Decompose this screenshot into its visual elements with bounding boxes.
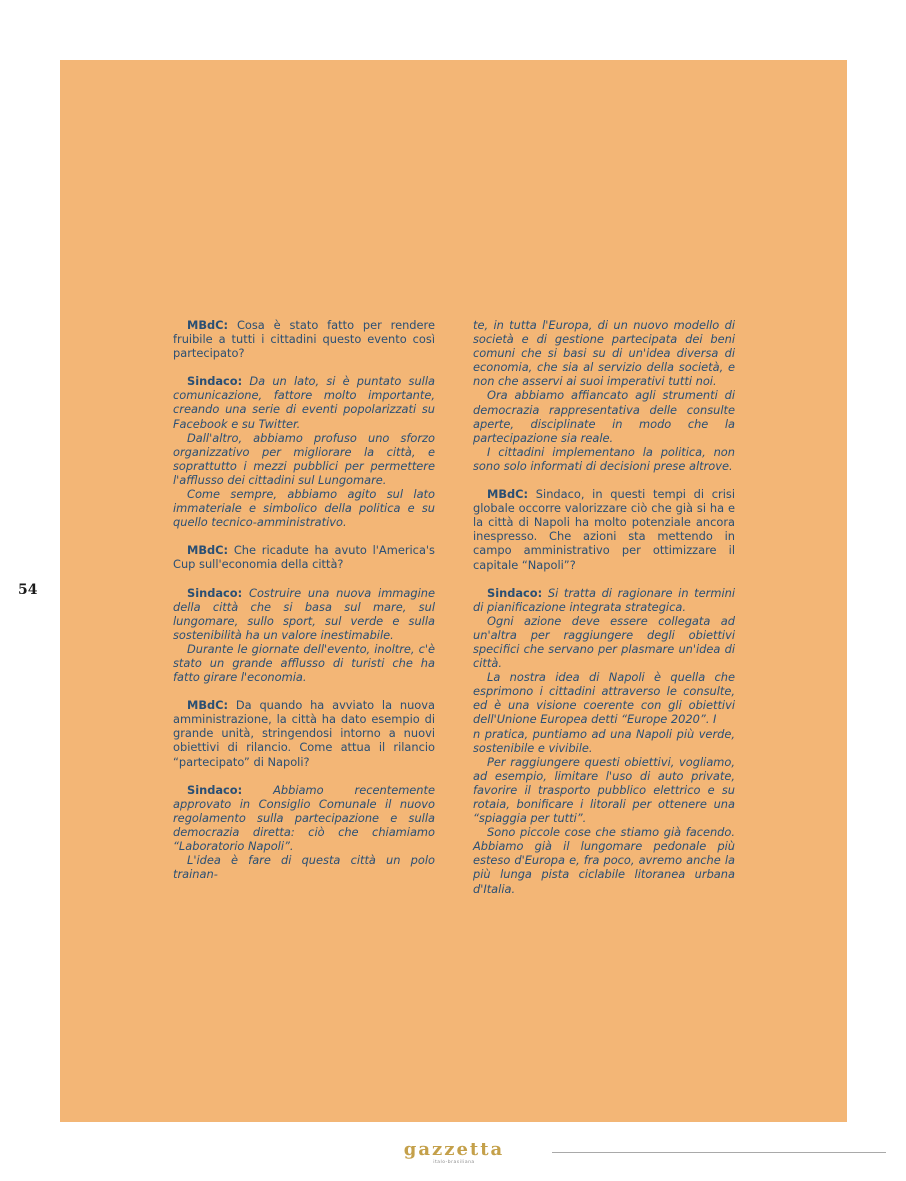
- paragraph-text: Sono piccole cose che stiamo già facendo. Abbiamo già il lungomare pedonale più esteso d'Europa e, fra poco, avremo anche la più lunga pista ciclabile litoranea urbana d'Italia.: [473, 825, 735, 896]
- paragraph-gap: [173, 360, 435, 374]
- interview-question: [473, 487, 735, 572]
- answer-paragraph: [473, 825, 735, 895]
- paragraph-text: Cosa è stato fatto per rendere fruibile a tutti i cittadini questo evento così partecipato?: [173, 318, 435, 361]
- interview-question: [173, 318, 435, 360]
- paragraph-text: Dall'altro, abbiamo profuso uno sforzo organizzativo per migliorare la città, e soprattutto i mezzi pubblici per permettere l'afflusso dei cittadini sul Lungomare.: [173, 430, 435, 487]
- paragraph-text: Che ricadute ha avuto l'America's Cup sull'economia della città?: [173, 543, 435, 572]
- page-number: 54: [18, 582, 38, 598]
- paragraph-gap: [473, 473, 735, 487]
- paragraph-text: Per raggiungere questi obiettivi, vogliamo, ad esempio, limitare l'uso di auto private, favorire il trasporto pubblico elettrico e su rotaia, bonificare i litorali per ottenere una “spiaggia per tutti”.: [473, 754, 735, 826]
- answer-paragraph: [473, 755, 735, 825]
- paragraph-text: I cittadini implementano la politica, non sono solo informati di decisioni prese altrove.: [473, 444, 735, 473]
- answer-paragraph: [473, 318, 735, 388]
- paragraph-gap: [173, 572, 435, 586]
- paragraph-text: Abbiamo recentemente approvato in Consiglio Comunale il nuovo regolamento sulla partecipazione e sulla democrazia diretta: ciò che chiamiamo “Laboratorio Napoli”.: [173, 782, 435, 853]
- answer-paragraph: [173, 431, 435, 487]
- paragraph-text: Come sempre, abbiamo agito sul lato immateriale e simbolico della politica e su quello tecnico-amministrativo.: [173, 487, 435, 530]
- left-text-column: [173, 318, 435, 881]
- speaker-label: Sindaco:: [187, 782, 243, 797]
- logo-wordmark: gazzetta: [403, 1139, 505, 1160]
- gazzetta-logo: [398, 1140, 510, 1170]
- answer-paragraph: [173, 642, 435, 684]
- answer-paragraph: [473, 727, 735, 755]
- speaker-label: Sindaco:: [487, 585, 543, 600]
- paragraph-text: L'idea è fare di questa città un polo trainan-: [173, 853, 435, 882]
- speaker-label: MBdC:: [487, 487, 529, 502]
- footer-rule: [552, 1152, 886, 1153]
- logo-subtitle: italo-brasiliana: [433, 1160, 475, 1165]
- speaker-label: Sindaco:: [187, 585, 243, 600]
- paragraph-gap: [173, 684, 435, 698]
- answer-paragraph: [473, 614, 735, 670]
- answer-paragraph: [473, 388, 735, 444]
- paragraph-gap: [473, 572, 735, 586]
- speaker-label: Sindaco:: [187, 374, 243, 389]
- paragraph-text: La nostra idea di Napoli è quella che esprimono i cittadini attraverso le consulte, ed è una visione coerente con gli obiettivi dell'Unione Europea detti “Europe 2020”. I: [473, 670, 735, 727]
- interview-answer: [173, 783, 435, 853]
- paragraph-text: n pratica, puntiamo ad una Napoli più verde, sostenibile e vivibile.: [473, 726, 735, 755]
- speaker-label: MBdC:: [187, 698, 229, 713]
- paragraph-text: Sindaco, in questi tempi di crisi globale occorre valorizzare ciò che già si ha e la città di Napoli ha molto potenziale ancora inespresso. Che azioni sta mettendo in campo amministrativo per ottimizzare il capitale “Napoli”?: [473, 487, 735, 572]
- interview-question: [173, 698, 435, 768]
- interview-answer: [173, 586, 435, 642]
- paragraph-text: te, in tutta l'Europa, di un nuovo modello di società e di gestione partecipata dei beni comuni che si basi su di un'idea diversa di economia, che sia al servizio della società, e non che asservi ai suoi imperativi tutti noi.: [473, 318, 735, 389]
- speaker-label: MBdC:: [187, 543, 229, 558]
- answer-paragraph: [473, 670, 735, 726]
- paragraph-text: Costruire una nuova immagine della città che si basa sul mare, sul lungomare, sullo sport, sul verde e sulla sostenibilità ha un valore inestimabile.: [173, 585, 435, 642]
- answer-paragraph: [473, 445, 735, 473]
- paragraph-gap: [173, 529, 435, 543]
- paragraph-text: Si tratta di ragionare in termini di pianificazione integrata strategica.: [473, 585, 735, 614]
- right-text-column: [473, 318, 735, 896]
- speaker-label: MBdC:: [187, 318, 229, 332]
- paragraph-text: Da quando ha avviato la nuova amministrazione, la città ha dato esempio di grande unità, stringendosi intorno a nuovi obiettivi di rilancio. Come attua il rilancio “partecipato” di Napoli?: [173, 698, 435, 769]
- answer-paragraph: [173, 487, 435, 529]
- answer-paragraph: [173, 853, 435, 881]
- interview-answer: [173, 374, 435, 430]
- interview-answer: [473, 586, 735, 614]
- paragraph-text: Durante le giornate dell'evento, inoltre, c'è stato un grande afflusso di turisti che ha fatto girare l'economia.: [173, 641, 435, 685]
- paragraph-text: Ora abbiamo affiancato agli strumenti di democrazia rappresentativa delle consulte aperte, disciplinate in modo che la partecipazione sia reale.: [473, 388, 735, 445]
- paragraph-text: Da un lato, si è puntato sulla comunicazione, fattore molto importante, creando una serie di eventi popolarizzati su Facebook e su Twitter.: [173, 374, 435, 431]
- paragraph-text: Ogni azione deve essere collegata ad un'altra per raggiungere degli obiettivi specifici che servano per plasmare un'idea di città.: [473, 613, 735, 671]
- paragraph-gap: [173, 769, 435, 783]
- interview-question: [173, 543, 435, 571]
